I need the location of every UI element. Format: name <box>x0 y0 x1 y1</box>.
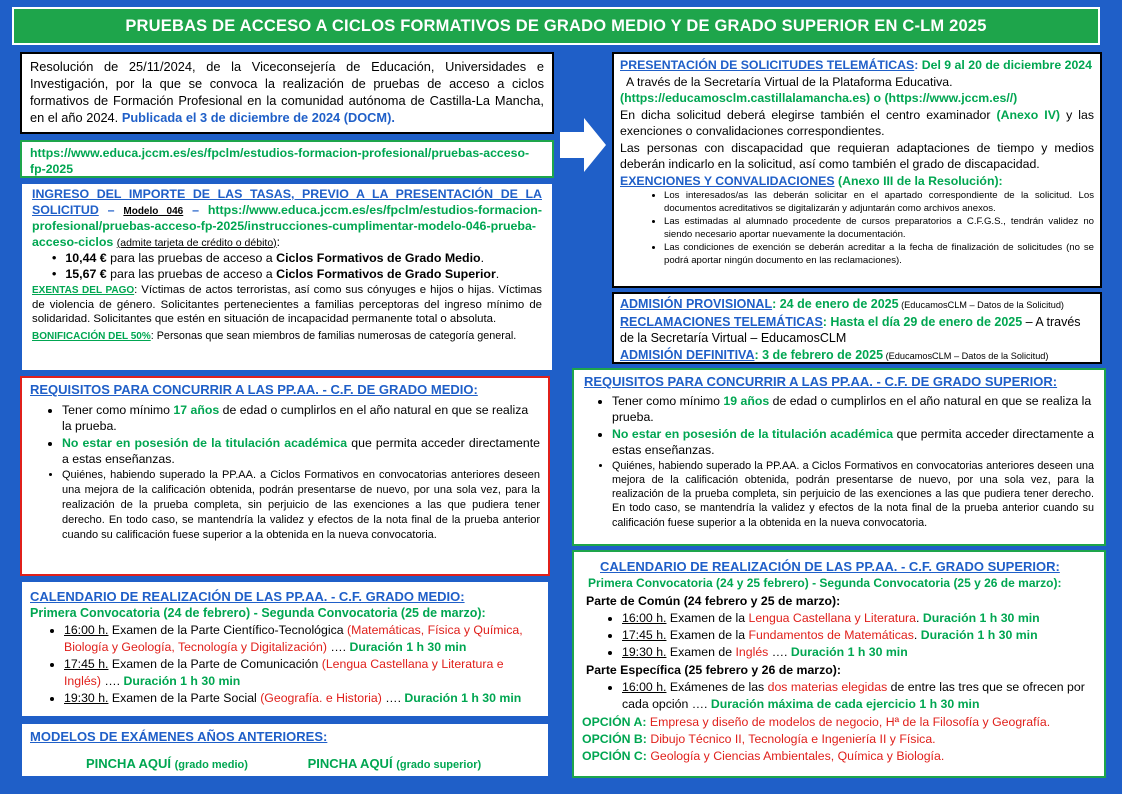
modelo-046-link[interactable]: https://www.educa.jccm.es/es/fpclm/estudios-formacion-profesional/pruebas-acceso-fp-2025/instrucciones-cumplimentar-modelo-046-prueba-acceso-ciclos <box>32 202 543 249</box>
exenciones-anexo: (Anexo III de la Resolución): <box>834 173 1003 188</box>
req-titulacion: No estar en posesión de la titulación académica <box>62 435 348 450</box>
calendario-medio-list <box>64 622 540 707</box>
price: 15,67 € <box>65 266 107 281</box>
requisitos-medio-list <box>62 402 540 543</box>
list-item <box>612 393 1094 426</box>
exam-duration: Duración 1 h 30 min <box>404 691 522 705</box>
page-title: PRUEBAS DE ACCESO A CICLOS FORMATIVOS DE GRADO MEDIO Y DE GRADO SUPERIOR EN C-LM 2025 <box>12 7 1100 45</box>
centro-text: En dicha solicitud deberá elegirse también el centro examinador <box>620 107 997 122</box>
exam-text: Examen de la Parte Social <box>108 691 261 705</box>
link-label: PINCHA AQUÍ <box>307 756 393 771</box>
list-item: • Los interesados/as las deberán solicitar en el apartado correspondiente de la solicitud. Los documentos acreditativos se digitalizarán y adjuntarán como archivos anexos. <box>664 189 1094 215</box>
req-text: Quiénes, habiendo superado la PP.AA. a Ciclos Formativos en convocatorias anteriores deseen una mejora de la calificación obtenida, podrán presentarse de nuevo, por una sola vez, para la realización de la prueba completa, sin perjuicio de las exenciones a las que pudiera tener derecho. En todo caso, se mantendría la validez y efectos de la nota final de la prueba anterior cuando su calificación fuese superior a la obtenida en la nueva convocatoria. <box>612 459 1094 529</box>
exam-dots: …. <box>768 645 791 660</box>
solicitudes-dates: Del 9 al 20 de diciembre 2024 <box>921 58 1092 72</box>
solicitudes-box <box>612 52 1102 288</box>
solicitudes-heading: PRESENTACIÓN DE SOLICITUDES TELEMÁTICAS <box>620 58 915 72</box>
admision-provisional-label: ADMISIÓN PROVISIONAL <box>620 297 773 311</box>
requisitos-superior-heading: REQUISITOS PARA CONCURRIR A LAS PP.AA. - C.F. DE GRADO SUPERIOR: <box>584 374 1058 389</box>
fp-url-link[interactable]: https://www.educa.jccm.es/es/fpclm/estudios-formacion-profesional/pruebas-acceso-fp-2025 <box>30 146 530 176</box>
parte-especifica-list <box>622 679 1096 714</box>
list-item <box>622 610 1096 627</box>
admision-definitiva-note: (EducamosCLM – Datos de la Solicitud) <box>883 350 1049 361</box>
exentas-block <box>32 283 542 327</box>
exam-subjects: (Lengua Castellana y Literatura e Inglés) <box>64 657 504 688</box>
exam-duration: Duración 1 h 30 min <box>920 628 1038 643</box>
list-item <box>64 656 540 690</box>
exentas-text: : Víctimas de actos terroristas, así como sus cónyuges e hijos o hijas. Víctimas de violencia de género. Solicitantes pertenecientes a familias perceptoras del ingreso mínimo de solidaridad. Solicitantes que estén en situación de incapacidad permanente total o absoluta. <box>32 284 542 326</box>
reclamaciones-label: RECLAMACIONES TELEMÁTICAS <box>620 314 823 329</box>
centro-text: y las exenciones o convalidaciones correspondientes. <box>620 107 1094 138</box>
exam-duration: Duración 1 h 30 min <box>922 610 1040 625</box>
req-text: de edad o cumplirlos en el año natural en que se realiza la prueba. <box>612 393 1092 424</box>
link-sub: (grado medio) <box>174 759 248 771</box>
exam-text: de entre las tres que se ofrecen por cada opción …. <box>622 680 1085 712</box>
price-target: Ciclos Formativos de Grado Superior <box>276 266 496 281</box>
modelos-medio-link[interactable] <box>86 756 248 771</box>
modelo-046: Modelo 046 <box>123 205 184 217</box>
exam-dots: . <box>915 610 923 625</box>
list-item <box>52 267 542 283</box>
opcion-label: OPCIÓN B: <box>582 731 647 746</box>
solicitudes-colon: : <box>914 58 922 72</box>
exam-duration: Duración máxima de cada ejercicio 1 h 30 min <box>710 697 980 712</box>
exentas-label: EXENTAS DEL PAGO <box>32 285 135 296</box>
opcion-text: Dibujo Técnico II, Tecnología e Ingeniería II y Física. <box>646 731 936 746</box>
exam-duration: Duración 1 h 30 min <box>790 645 908 660</box>
req-text: Tener como mínimo <box>612 393 724 408</box>
admision-provisional-note: (EducamosCLM – Datos de la Solicitud) <box>898 300 1064 310</box>
fp-url-box <box>20 140 554 178</box>
exenciones-heading: EXENCIONES Y CONVALIDACIONES <box>620 173 835 188</box>
exam-subjects: Lengua Castellana y Literatura <box>748 610 916 625</box>
modelos-superior-link[interactable] <box>308 756 482 771</box>
list-item <box>622 644 1096 661</box>
tasas-colon: : <box>276 234 281 249</box>
price-text: para las pruebas de acceso a <box>106 266 277 281</box>
admision-provisional-date: : 24 de enero de 2025 <box>772 297 899 311</box>
req-titulacion: No estar en posesión de la titulación académica <box>612 426 894 441</box>
price-text: para las pruebas de acceso a <box>106 251 277 265</box>
exam-subjects: dos materias elegidas <box>767 680 888 695</box>
exam-text: Examen de <box>666 645 736 660</box>
opcion-label: OPCIÓN C: <box>582 749 647 764</box>
opcion-b <box>582 731 1096 748</box>
tasas-heading: INGRESO DEL IMPORTE DE LAS TASAS, PREVIO A LA PRESENTACIÓN DE LA SOLICITUD <box>32 187 542 217</box>
price-end: . <box>495 266 500 281</box>
modelos-heading: MODELOS DE EXÁMENES AÑOS ANTERIORES: <box>30 729 328 744</box>
exam-time: 16:00 h. <box>64 623 109 637</box>
list-item <box>52 251 542 267</box>
exam-dots: . <box>913 628 921 643</box>
exam-time: 16:00 h. <box>622 680 667 695</box>
requisitos-medio-box <box>20 376 550 576</box>
exam-text: Examen de la Parte de Comunicación <box>108 657 322 671</box>
list-item: • Las estimadas al alumnado procedente de cursos preparatorios a C.F.G.S., tendrán validez no siendo necesario aportar nuevamente la documentación. <box>664 215 1094 241</box>
exam-dots: …. <box>381 691 405 705</box>
requisitos-superior-list <box>612 393 1094 530</box>
solicitudes-via: A través de la Secretaría Virtual de la Plataforma Educativa. <box>626 74 953 89</box>
opcion-a <box>582 714 1096 731</box>
reclamaciones-note: – A través de la Secretaría Virtual – EducamosCLM <box>620 314 1081 345</box>
exam-time: 17:45 h. <box>64 657 109 671</box>
list-item <box>64 622 540 656</box>
opcion-c <box>582 748 1096 765</box>
solicitudes-urls[interactable]: (https://educamosclm.castillalamancha.es) o (https://www.jccm.es//) <box>620 91 1018 105</box>
admision-definitiva-date: : 3 de febrero de 2025 <box>754 347 884 362</box>
parte-especifica-label: Parte Específica (25 febrero y 26 de marzo): <box>586 662 841 677</box>
list-item <box>622 679 1096 714</box>
req-text: Quiénes, habiendo superado la PP.AA. a Ciclos Formativos en convocatorias anteriores deseen una mejora de la calificación obtenida, podrán presentarse de nuevo, por una sola vez, para la realización de la prueba completa, sin perjuicio de las exenciones a las que pudiera tener derecho. En todo caso, se mantendría la validez y efectos de la nota final de la prueba anterior cuando su calificación fuese superior a la obtenida en la nueva convocatoria. <box>62 468 540 541</box>
requisitos-superior-box <box>572 368 1106 546</box>
exam-text: Examen de la Parte Científico-Tecnológica <box>108 623 347 637</box>
exam-text: Examen de la <box>666 628 749 643</box>
list-item <box>612 459 1094 530</box>
req-age: 17 años <box>173 402 220 417</box>
exam-duration: Duración 1 h 30 min <box>123 674 241 688</box>
req-age: 19 años <box>723 393 770 408</box>
list-item <box>62 468 540 543</box>
resolucion-text: Resolución de 25/11/2024, de la Viceconsejería de Educación, Universidades e Investigación, por la que se convoca la realización de pruebas de acceso a ciclos formativos de Formación Profesional en la comunidad autónoma de Castilla-La Mancha, en el año 2024. <box>30 59 544 125</box>
req-text: Tener como mínimo <box>62 402 174 417</box>
modelos-box <box>20 722 550 778</box>
exam-time: 19:30 h. <box>622 645 667 660</box>
list-item <box>622 627 1096 644</box>
list-item <box>62 435 540 468</box>
opcion-text: Empresa y diseño de modelos de negocio, Hª de la Filosofía y Geografía. <box>646 714 1051 729</box>
tasas-dash: – <box>98 202 124 217</box>
anexo-iv: (Anexo IV) <box>996 107 1060 122</box>
exam-dots: …. <box>326 640 350 654</box>
bonificacion-text: : Personas que sean miembros de familias numerosas de categoría general. <box>150 329 517 342</box>
list-item <box>64 690 540 707</box>
list-item <box>62 402 540 435</box>
price-end: . <box>480 251 485 265</box>
tasas-box <box>20 182 554 372</box>
tasas-dash2: – <box>183 202 208 217</box>
list-item: • Las condiciones de exención se deberán acreditar a la fecha de finalización de solicitudes (no se podrá aportar ningún documento en las reclamaciones). <box>664 241 1094 267</box>
exam-duration: Duración 1 h 30 min <box>349 640 467 654</box>
convocatoria-medio: Primera Convocatoria (24 de febrero) - Segunda Convocatoria (25 de marzo): <box>30 606 486 620</box>
link-label: PINCHA AQUÍ <box>86 756 171 771</box>
reclamaciones-date: : Hasta el día 29 de enero de 2025 <box>822 314 1023 329</box>
exam-text: Examen de la <box>666 610 749 625</box>
convocatoria-superior: Primera Convocatoria (24 y 25 febrero) - Segunda Convocatoria (25 y 26 de marzo): <box>588 576 1062 591</box>
req-text: que permita acceder directamente a estas enseñanzas. <box>612 426 1095 457</box>
tarjeta-note: (admite tarjeta de crédito o débito) <box>116 236 277 249</box>
exam-text: Exámenes de las <box>666 680 768 695</box>
exenciones-list <box>664 189 1094 267</box>
parte-comun-label: Parte de Común (24 febrero y 25 de marzo): <box>586 593 841 608</box>
publicada-text: Publicada el 3 de diciembre de 2024 (DOCM). <box>121 110 395 125</box>
admision-definitiva-label: ADMISIÓN DEFINITIVA <box>620 347 755 362</box>
opcion-text: Geología y Ciencias Ambientales, Química y Biología. <box>646 749 945 764</box>
resolucion-box <box>20 52 554 134</box>
exam-time: 17:45 h. <box>622 628 667 643</box>
modelos-links <box>30 755 540 774</box>
calendario-superior-heading: CALENDARIO DE REALIZACIÓN DE LAS PP.AA. - C.F. GRADO SUPERIOR: <box>600 559 1060 574</box>
admision-box <box>612 292 1102 364</box>
price-target: Ciclos Formativos de Grado Medio <box>276 251 481 265</box>
exam-subjects: (Geografía. e Historia) <box>260 691 382 705</box>
exam-dots: …. <box>100 674 124 688</box>
calendario-medio-heading: CALENDARIO DE REALIZACIÓN DE LAS PP.AA. - C.F. GRADO MEDIO: <box>30 589 465 604</box>
bonificacion-block <box>32 329 542 344</box>
exam-subjects: (Matemáticas, Física y Química, Biología y Geología, Tecnología y Digitalización) <box>64 623 523 654</box>
price: 10,44 € <box>65 251 107 265</box>
tasas-list <box>52 251 542 282</box>
exam-time: 16:00 h. <box>622 610 667 625</box>
bonificacion-label: BONIFICACIÓN DEL 50% <box>32 330 151 342</box>
exam-subjects: Fundamentos de Matemáticas <box>748 628 914 643</box>
exam-time: 19:30 h. <box>64 691 109 705</box>
list-item <box>612 426 1094 459</box>
arrow-right-icon <box>560 118 606 172</box>
req-text: de edad o cumplirlos en el año natural en que se realiza la prueba. <box>62 402 529 433</box>
exam-subjects: Inglés <box>735 645 769 660</box>
opcion-label: OPCIÓN A: <box>582 714 647 729</box>
req-text: que permita acceder directamente a estas enseñanzas. <box>62 435 540 466</box>
calendario-superior-box <box>572 550 1106 778</box>
link-sub: (grado superior) <box>396 759 482 771</box>
calendario-medio-box <box>20 580 550 718</box>
parte-comun-list <box>622 610 1096 662</box>
requisitos-medio-heading: REQUISITOS PARA CONCURRIR A LAS PP.AA. - C.F. DE GRADO MEDIO: <box>30 382 478 397</box>
discapacidad-text: Las personas con discapacidad que requieran adaptaciones de tiempo y medios deberán indicarlo en la solicitud, así como también el grado de discapacidad. <box>620 140 1094 171</box>
